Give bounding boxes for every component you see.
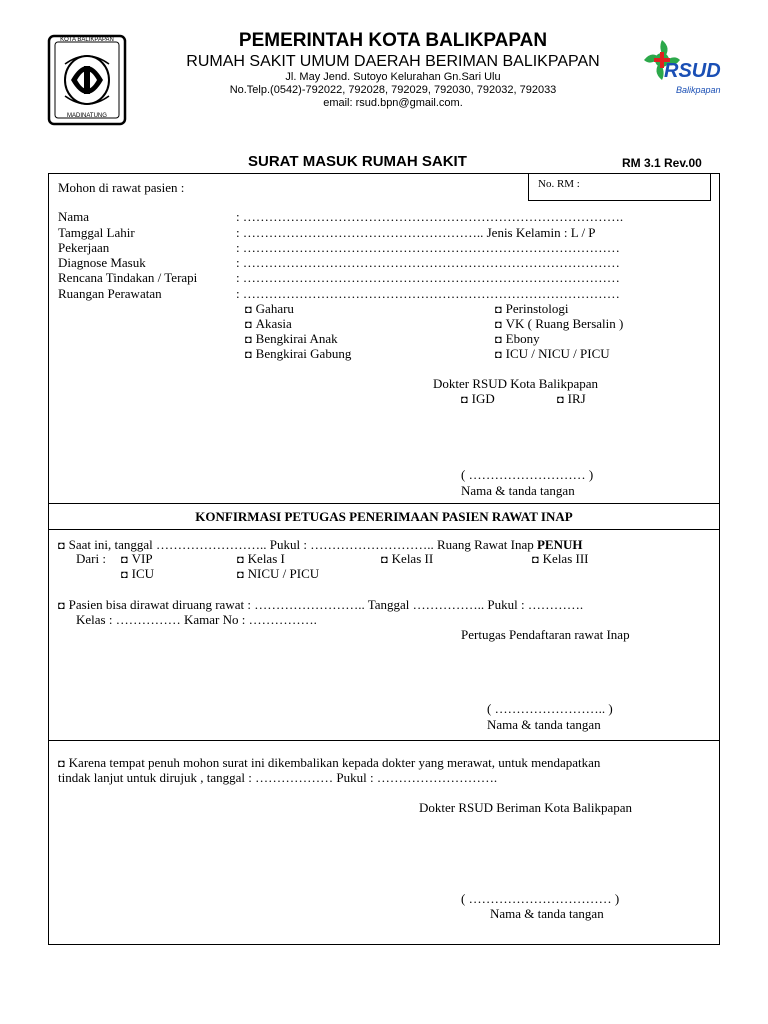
- class-option-vip[interactable]: [121, 551, 153, 567]
- room-option-bengkirai-gabung[interactable]: [245, 346, 351, 362]
- full-ward-status: PENUH: [536, 537, 583, 552]
- return-note-text: Karena tempat penuh mohon surat ini dikembalikan kepada dokter yang merawat, untuk mendapatkan: [68, 755, 601, 770]
- checkbox-icon: ◘: [495, 304, 502, 316]
- checkbox-icon: ◘: [58, 540, 65, 552]
- room-label: VK ( Ruang Bersalin ): [505, 316, 624, 331]
- attending-doctor-signature-caption: Nama & tanda tangan: [490, 906, 604, 921]
- field-value-occupation[interactable]: : ……………………………………………………………………………: [236, 240, 620, 255]
- class-label: VIP: [131, 551, 153, 566]
- crest-text-bottom: MADINATUNG: [67, 113, 107, 119]
- hospital-phone: No.Telp.(0542)-792022, 792028, 792029, 792030, 792032, 792033: [229, 84, 557, 96]
- field-value-treatment-plan[interactable]: : ……………………………………………………………………………: [236, 270, 620, 285]
- room-option-perinstologi[interactable]: [495, 301, 569, 317]
- checkbox-icon: ◘: [237, 569, 244, 581]
- return-note-line1[interactable]: [58, 755, 600, 771]
- return-note-line2[interactable]: tindak lanjut untuk dirujuk , tanggal : ……………… Pukul : ……………………….: [58, 770, 498, 785]
- admission-available-line[interactable]: [58, 597, 583, 613]
- rsud-logo-text: RSUD: [664, 60, 721, 82]
- hospital-address: Jl. May Jend. Sutoyo Kelurahan Gn.Sari Ulu: [285, 71, 501, 83]
- attending-doctor-signature-line[interactable]: ( …………………………… ): [461, 891, 620, 906]
- class-option-icu[interactable]: [121, 566, 154, 582]
- unit-option-irj[interactable]: [557, 391, 586, 407]
- field-label-nama: Nama: [58, 209, 90, 224]
- class-option-kelas-1[interactable]: [237, 551, 285, 567]
- form-title: SURAT MASUK RUMAH SAKIT: [248, 153, 467, 170]
- hospital-email: email: rsud.bpn@gmail.com.: [323, 97, 463, 109]
- rsud-logo: [640, 36, 725, 108]
- registration-officer-title: Pertugas Pendaftaran rawat Inap: [461, 627, 630, 642]
- room-option-vk[interactable]: [495, 316, 623, 332]
- section2-title-divider: [48, 529, 720, 530]
- room-label: Bengkirai Anak: [255, 331, 338, 346]
- field-label-birthdate: Tamggal Lahir: [58, 225, 135, 240]
- field-label-treatment-plan: Rencana Tindakan / Terapi: [58, 270, 198, 285]
- room-option-akasia[interactable]: [245, 316, 292, 332]
- unit-label: IGD: [471, 391, 495, 406]
- form-code: RM 3.1 Rev.00: [622, 156, 702, 170]
- checkbox-icon: ◘: [245, 319, 252, 331]
- section2-bottom-divider: [48, 740, 720, 741]
- room-option-bengkirai-anak[interactable]: [245, 331, 338, 347]
- class-option-kelas-2[interactable]: [381, 551, 433, 567]
- field-value-diagnosis[interactable]: : ……………………………………………………………………………: [236, 255, 620, 270]
- checkbox-icon: ◘: [58, 600, 65, 612]
- class-label: Kelas III: [542, 551, 589, 566]
- admission-request-label: Mohon di rawat pasien :: [58, 180, 185, 195]
- class-label: Kelas II: [391, 551, 434, 566]
- class-from-label: Dari :: [76, 551, 106, 566]
- doctor-signature-line[interactable]: ( ……………………… ): [461, 467, 594, 482]
- room-label: Ebony: [505, 331, 540, 346]
- checkbox-icon: ◘: [532, 554, 539, 566]
- checkbox-icon: ◘: [245, 334, 252, 346]
- checkbox-icon: ◘: [245, 304, 252, 316]
- class-label: NICU / PICU: [247, 566, 320, 581]
- doctor-signature-caption: Nama & tanda tangan: [461, 483, 575, 498]
- checkbox-icon: ◘: [121, 554, 128, 566]
- admission-available-text: Pasien bisa dirawat diruang rawat : …………………….. Tanggal …………….. Pukul : ………….: [68, 597, 584, 612]
- class-label: ICU: [131, 566, 155, 581]
- field-value-nama[interactable]: : …………………………………………………………………………….: [236, 209, 624, 224]
- class-option-nicu-picu[interactable]: [237, 566, 319, 582]
- room-option-icu[interactable]: [495, 346, 610, 362]
- room-label: ICU / NICU / PICU: [505, 346, 610, 361]
- officer-signature-caption: Nama & tanda tangan: [487, 717, 601, 732]
- checkbox-icon: ◘: [461, 394, 468, 406]
- class-option-kelas-3[interactable]: [532, 551, 589, 567]
- unit-label: IRJ: [567, 391, 586, 406]
- checkbox-icon: ◘: [58, 758, 65, 770]
- room-option-ebony[interactable]: [495, 331, 540, 347]
- field-value-birthdate[interactable]: : ……………………………………………….. Jenis Kelamin : L / P: [236, 225, 596, 240]
- room-label: Bengkirai Gabung: [255, 346, 352, 361]
- checkbox-icon: ◘: [495, 319, 502, 331]
- class-room-line[interactable]: Kelas : …………… Kamar No : …………….: [76, 612, 317, 627]
- class-label: Kelas I: [247, 551, 285, 566]
- room-option-gaharu[interactable]: [245, 301, 294, 317]
- checkbox-icon: ◘: [237, 554, 244, 566]
- rsud-logo-subtext: Balikpapan: [676, 85, 721, 95]
- field-label-diagnosis: Diagnose Masuk: [58, 255, 146, 270]
- checkbox-icon: ◘: [495, 334, 502, 346]
- city-crest-logo: [47, 34, 127, 126]
- checkbox-icon: ◘: [557, 394, 564, 406]
- room-label: Gaharu: [255, 301, 294, 316]
- referring-doctor-title: Dokter RSUD Kota Balikpapan: [433, 376, 599, 391]
- medical-record-label: No. RM :: [538, 178, 580, 190]
- hospital-title: RUMAH SAKIT UMUM DAERAH BERIMAN BALIKPAPAN: [186, 53, 600, 70]
- attending-doctor-title: Dokter RSUD Beriman Kota Balikpapan: [419, 800, 633, 815]
- crest-text-top: KOTA BALIKPAPAN: [60, 37, 114, 43]
- room-label: Akasia: [255, 316, 292, 331]
- checkbox-icon: ◘: [121, 569, 128, 581]
- officer-signature-line[interactable]: ( …………………….. ): [487, 701, 613, 716]
- confirmation-section-title: KONFIRMASI PETUGAS PENERIMAAN PASIEN RAWAT INAP: [195, 509, 573, 524]
- full-ward-text: Saat ini, tanggal …………………….. Pukul : ……………………….. Ruang Rawat Inap: [68, 537, 534, 552]
- section1-top-divider: [48, 503, 720, 504]
- checkbox-icon: ◘: [495, 349, 502, 361]
- field-label-occupation: Pekerjaan: [58, 240, 110, 255]
- field-label-ward: Ruangan Perawatan: [58, 286, 162, 301]
- checkbox-icon: ◘: [245, 349, 252, 361]
- unit-option-igd[interactable]: [461, 391, 495, 407]
- room-label: Perinstologi: [505, 301, 569, 316]
- checkbox-icon: ◘: [381, 554, 388, 566]
- government-title: PEMERINTAH KOTA BALIKPAPAN: [238, 30, 548, 51]
- field-value-ward[interactable]: : ……………………………………………………………………………: [236, 286, 620, 301]
